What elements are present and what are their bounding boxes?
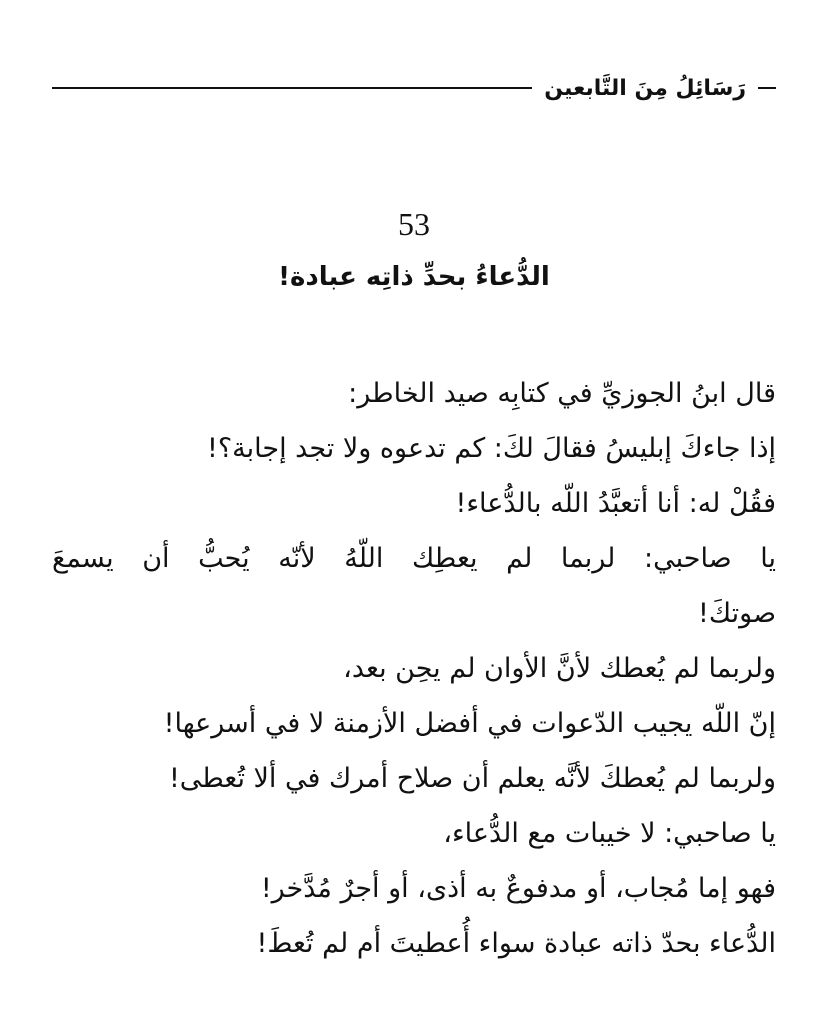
body-text: [52, 366, 776, 971]
text-line: ولربما لم يُعطك لأنَّ الأوان لم يحِن بعد،: [343, 653, 776, 684]
text-line: يا صاحبي: لربما لم يعطِك اللّهُ لأنّه يُحبُّ أن يسمعَ: [52, 543, 776, 574]
text-line: ولربما لم يُعطكَ لأنَّه يعلم أن صلاح أمرك في ألا تُعطى!: [168, 763, 776, 794]
text-line: إذا جاءكَ إبليسُ فقالَ لكَ: كم تدعوه ولا تجد إجابة؟!: [207, 433, 776, 464]
running-header: [52, 68, 776, 108]
section-title: الدُّعاءُ بحدِّ ذاتِه عبادة!: [278, 262, 550, 292]
text-line: فهو إما مُجاب، أو مدفوعٌ به أذى، أو أجرٌ مُدَّخر!: [260, 873, 776, 904]
book-title: رَسَائِلُ مِنَ التَّابعين: [544, 75, 746, 101]
text-line: إنّ اللّه يجيب الدّعوات في أفضل الأزمنة لا في أسرعها!: [163, 708, 776, 739]
text-line: صوتكَ!: [698, 598, 776, 629]
text-line: فقُلْ له: أنا أتعبَّدُ اللّه بالدُّعاء!: [455, 488, 776, 519]
header-rule-short: [758, 87, 776, 89]
text-line: الدُّعاء بحدّ ذاته عبادة سواء أُعطيتَ أم لم تُعطَ!: [256, 928, 776, 959]
text-line: يا صاحبي: لا خيبات مع الدُّعاء،: [443, 818, 776, 849]
text-line: قال ابنُ الجوزيِّ في كتابِه صيد الخاطر:: [348, 378, 776, 409]
section-number: 53: [398, 206, 430, 242]
header-rule-long: [52, 87, 532, 89]
